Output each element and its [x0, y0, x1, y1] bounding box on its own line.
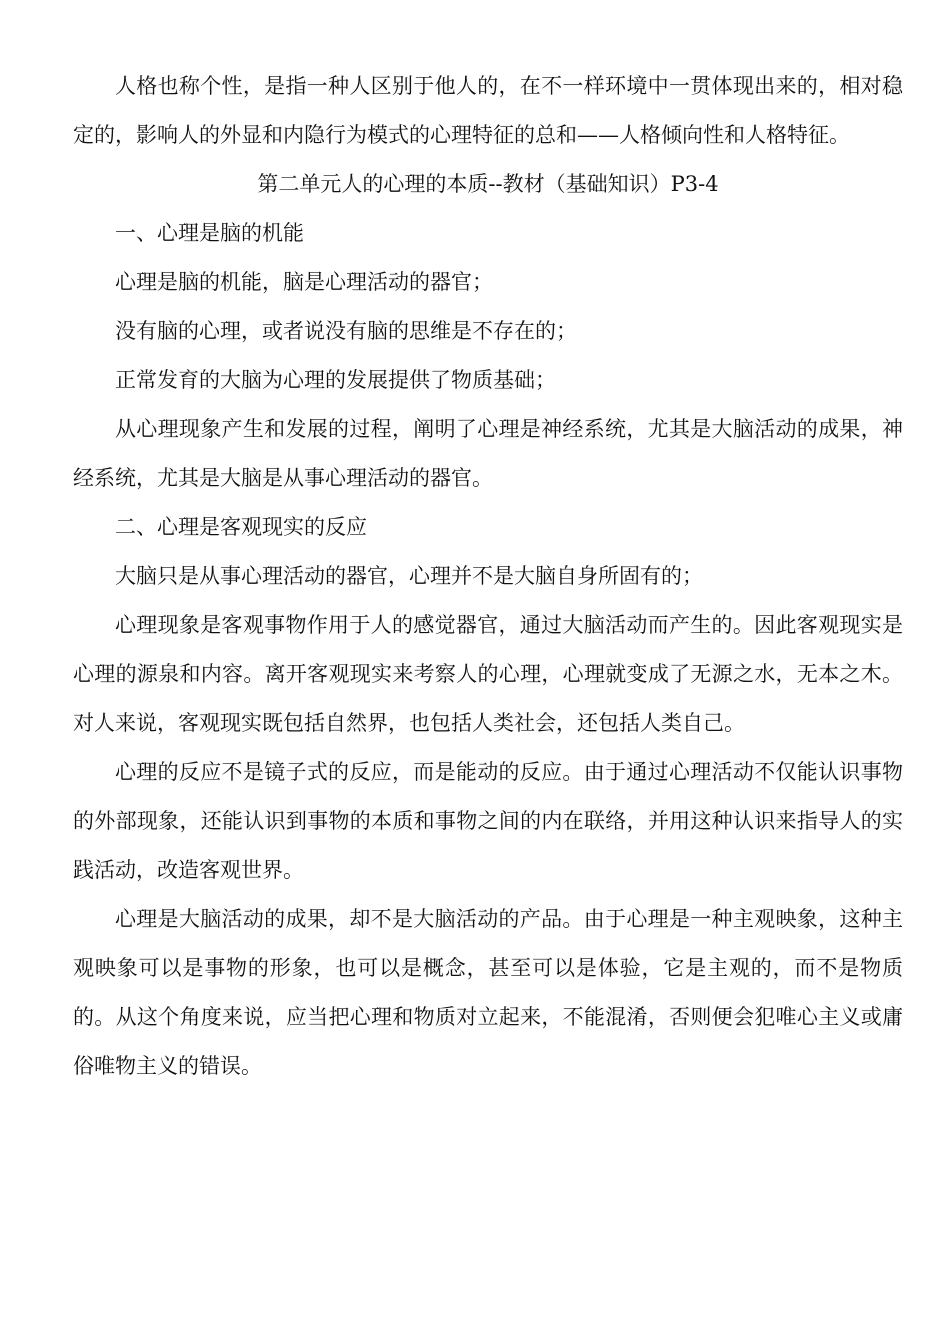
section-2-paragraph-1: 大脑只是从事心理活动的器官，心理并不是大脑自身所固有的； [115, 564, 703, 588]
intro-paragraph: 人格也称个性，是指一种人区别于他人的，在不一样环境中一贯体现出来的，相对稳定的，影响人的外显和内隐行为模式的心理特征的总和——人格倾向性和人格特征。 [73, 74, 903, 147]
section-1-paragraph-1: 心理是脑的机能，脑是心理活动的器官； [115, 270, 493, 294]
section-2-paragraph-3: 心理的反应不是镜子式的反应，而是能动的反应。由于通过心理活动不仅能认识事物的外部现象，还能认识到事物的本质和事物之间的内在联络，并用这种认识来指导人的实践活动，改造客观世界。 [73, 760, 903, 882]
section-2-paragraph-2: 心理现象是客观事物作用于人的感觉器官，通过大脑活动而产生的。因此客观现实是心理的源泉和内容。离开客观现实来考察人的心理，心理就变成了无源之水，无本之木。对人来说，客观现实既包括自然界，也包括人类社会，还包括人类自己。 [73, 613, 903, 735]
section-1-paragraph-2: 没有脑的心理，或者说没有脑的思维是不存在的； [115, 319, 577, 343]
section-1-paragraph-4: 从心理现象产生和发展的过程，阐明了心理是神经系统，尤其是大脑活动的成果，神经系统，尤其是大脑是从事心理活动的器官。 [73, 417, 903, 490]
document-page [73, 62, 903, 1091]
section-1-heading: 一、心理是脑的机能 [115, 221, 304, 245]
unit-title: 第二单元人的心理的本质--教材（基础知识）P3-4 [257, 172, 719, 196]
section-2-heading: 二、心理是客观现实的反应 [115, 515, 367, 539]
section-2-paragraph-4: 心理是大脑活动的成果，却不是大脑活动的产品。由于心理是一种主观映象，这种主观映象可以是事物的形象，也可以是概念，甚至可以是体验，它是主观的，而不是物质的。从这个角度来说，应当把心理和物质对立起来，不能混淆，否则便会犯唯心主义或庸俗唯物主义的错误。 [73, 907, 903, 1078]
section-1-paragraph-3: 正常发育的大脑为心理的发展提供了物质基础； [115, 368, 556, 392]
